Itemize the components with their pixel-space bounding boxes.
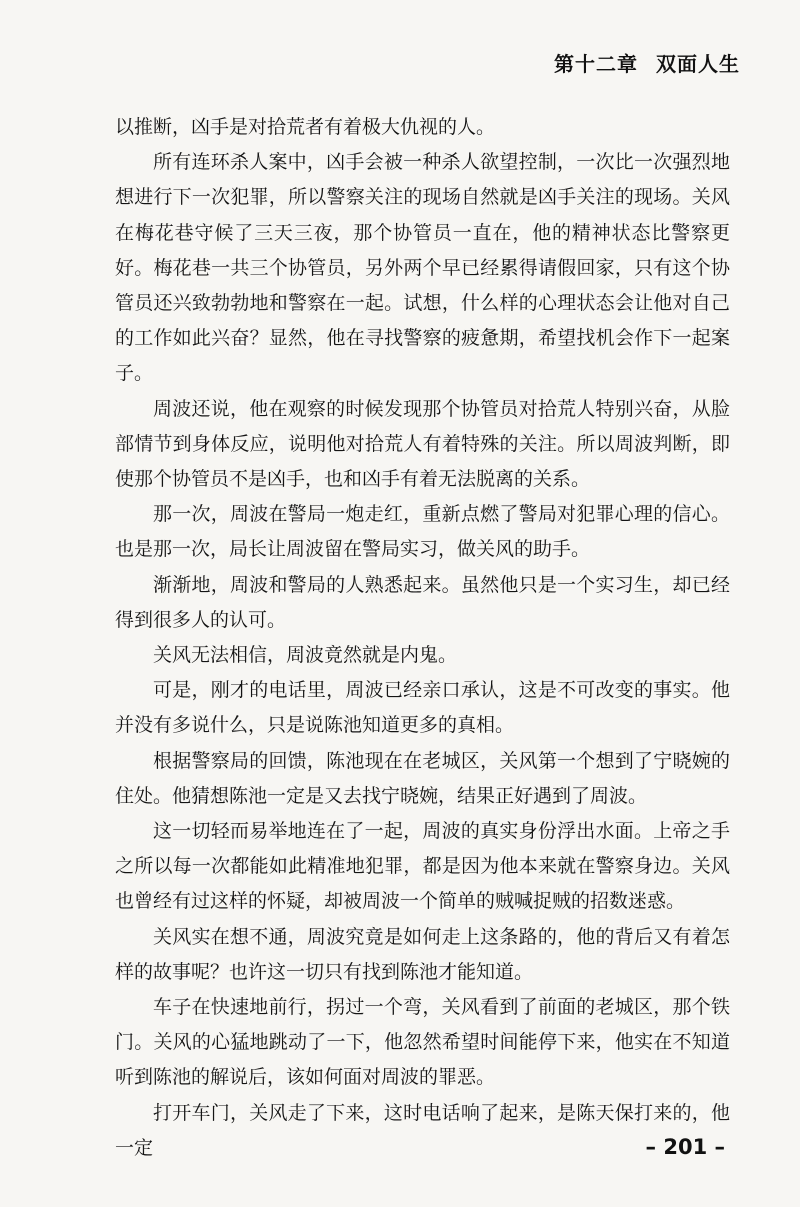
paragraph: 以推断，凶手是对拾荒者有着极大仇视的人。 bbox=[115, 116, 496, 138]
body-text bbox=[115, 110, 730, 1166]
paragraph: 可是，刚才的电话里，周波已经亲口承认，这是不可改变的事实。他并没有多说什么，只是说陈池知道更多的真相。 bbox=[115, 679, 730, 737]
paragraph: 关风无法相信，周波竟然就是内鬼。 bbox=[153, 644, 458, 667]
page-number: – 201 – bbox=[645, 1135, 725, 1159]
paragraph: 关风实在想不通，周波究竟是如何走上这条路的，他的背后又有着怎样的故事呢？也许这一切只有找到陈池才能知道。 bbox=[115, 925, 730, 983]
paragraph: 渐渐地，周波和警局的人熟悉起来。虽然他只是一个实习生，却已经得到很多人的认可。 bbox=[115, 573, 730, 631]
paragraph: 周波还说，他在观察的时候发现那个协管员对拾荒人特别兴奋，从脸部情节到身体反应，说明他对拾荒人有着特殊的关注。所以周波判断，即使那个协管员不是凶手，也和凶手有着无法脱离的关系。 bbox=[115, 397, 730, 491]
paragraph: 打开车门，关风走了下来，这时电话响了起来，是陈天保打来的，他一定 bbox=[115, 1101, 730, 1159]
paragraph: 这一切轻而易举地连在了一起，周波的真实身份浮出水面。上帝之手之所以每一次都能如此精准地犯罪，都是因为他本来就在警察身边。关风也曾经有过这样的怀疑，却被周波一个简单的贼喊捉贼的招数迷惑。 bbox=[115, 820, 730, 913]
chapter-header: 第十二章 双面人生 bbox=[554, 52, 740, 76]
paragraph: 那一次，周波在警局一炮走红，重新点燃了警局对犯罪心理的信心。也是那一次，局长让周波留在警局实习，做关风的助手。 bbox=[115, 503, 730, 561]
paragraph: 车子在快速地前行，拐过一个弯，关风看到了前面的老城区，那个铁门。关风的心猛地跳动了一下，他忽然希望时间能停下来，他实在不知道听到陈池的解说后，该如何面对周波的罪恶。 bbox=[115, 996, 730, 1089]
paragraph: 所有连环杀人案中，凶手会被一种杀人欲望控制，一次比一次强烈地想进行下一次犯罪，所以警察关注的现场自然就是凶手关注的现场。关风在梅花巷守候了三天三夜，那个协管员一直在，他的精神状态比警察更好。梅花巷一共三个协管员，另外两个早已经累得请假回家，只有这个协管员还兴致勃勃地和警察在一起。试想，什么样的心理状态会让他对自己的工作如此兴奋？显然，他在寻找警察的疲惫期，希望找机会作下一起案子。 bbox=[115, 151, 730, 385]
paragraph: 根据警察局的回馈，陈池现在在老城区，关风第一个想到了宁晓婉的住处。他猜想陈池一定是又去找宁晓婉，结果正好遇到了周波。 bbox=[115, 749, 730, 807]
